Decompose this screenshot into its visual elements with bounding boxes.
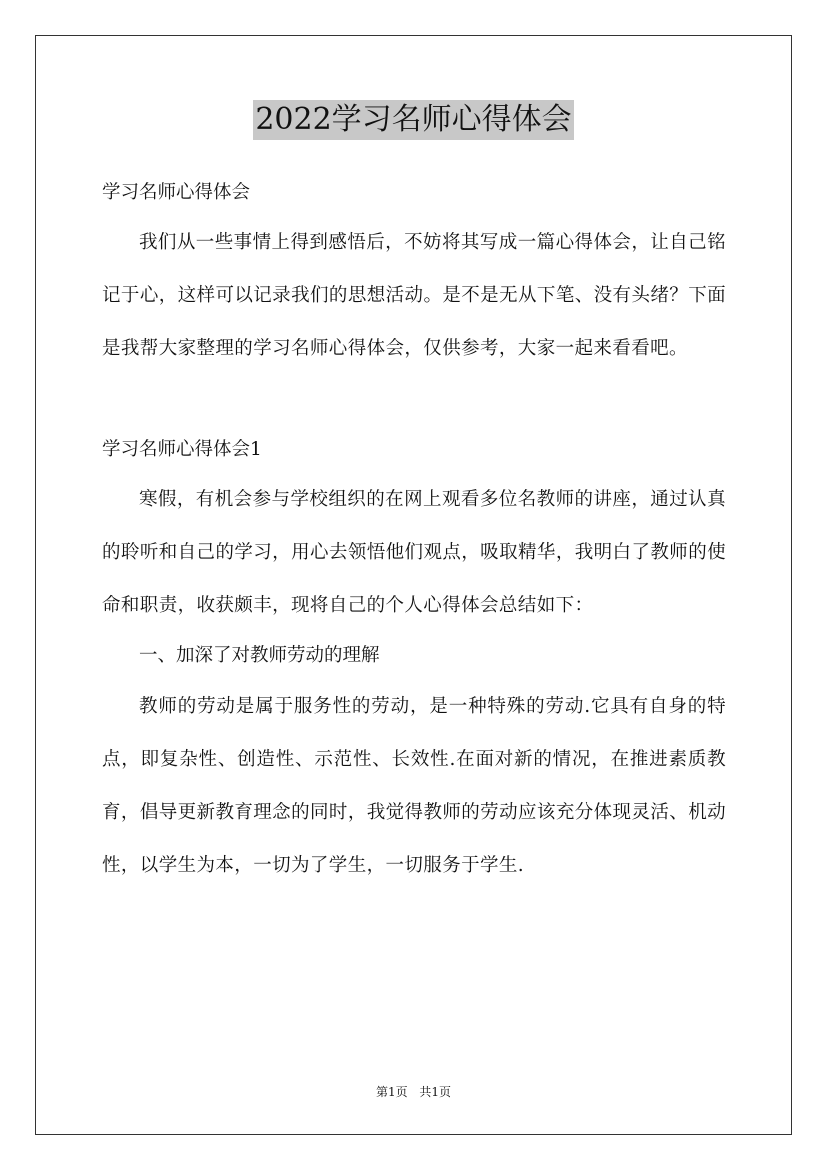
page-number: 第1页 [375, 1085, 408, 1099]
page-footer [0, 1083, 827, 1100]
page-total: 共1页 [419, 1085, 452, 1099]
section-paragraph: 寒假，有机会参与学校组织的在网上观看多位名教师的讲座，通过认真的聆听和自己的学习，用心去领悟他们观点，吸取精华，我明白了教师的使命和职责，收获颇丰，现将自己的个人心得体会总结如下： [102, 489, 726, 616]
document-subtitle: 学习名师心得体会 [102, 182, 251, 203]
section-paragraph-2: 教师的劳动是属于服务性的劳动，是一种特殊的劳动.它具有自身的特点，即复杂性、创造性、示范性、长效性.在面对新的情况，在推进素质教育，倡导更新教育理念的同时，我觉得教师的劳动应该充分体现灵活、机动性，以学生为本，一切为了学生，一切服务于学生. [102, 696, 726, 876]
document-title: 2022学习名师心得体会 [253, 100, 573, 140]
intro-paragraph: 我们从一些事情上得到感悟后，不妨将其写成一篇心得体会，让自己铭记于心，这样可以记录我们的思想活动。是不是无从下笔、没有头绪？下面是我帮大家整理的学习名师心得体会，仅供参考，大家一起来看看吧。 [102, 232, 726, 359]
section-subheading: 一、加深了对教师劳动的理解 [139, 645, 380, 666]
spacer [102, 375, 726, 427]
title-container [0, 100, 827, 140]
document-body [102, 170, 726, 892]
section-title: 学习名师心得体会1 [102, 439, 262, 460]
